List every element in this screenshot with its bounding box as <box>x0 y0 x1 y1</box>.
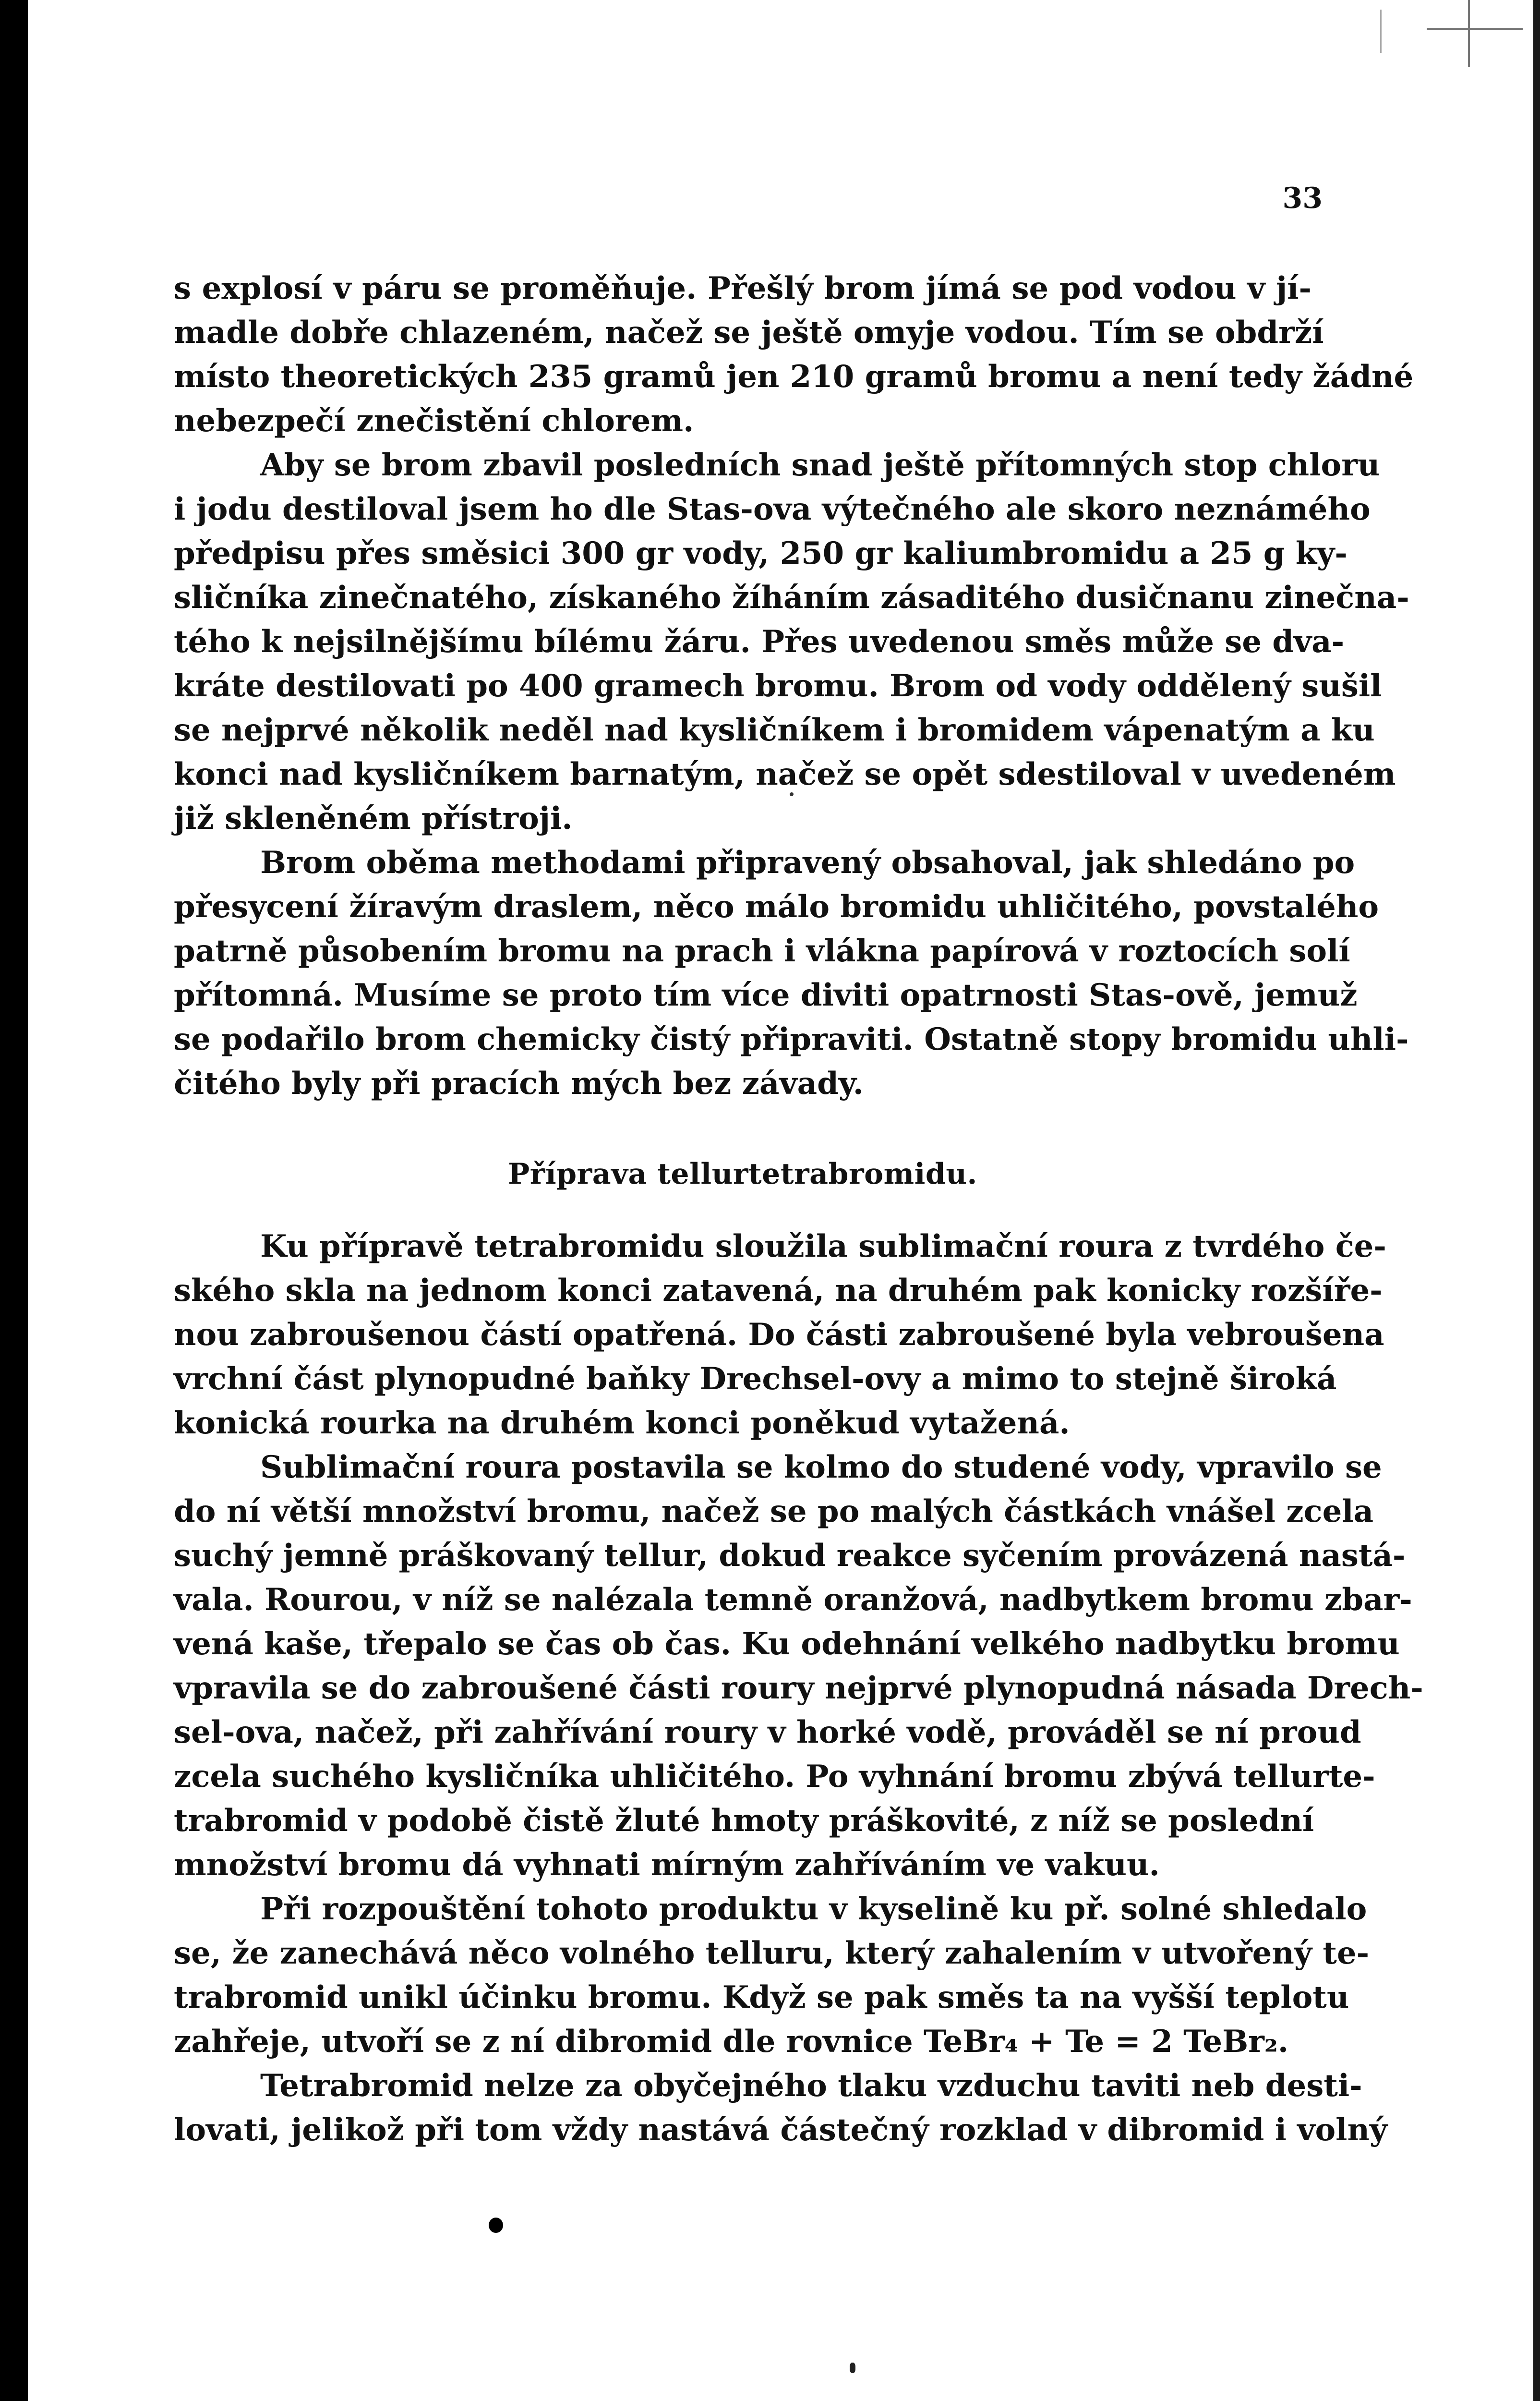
ink-dot <box>489 2218 503 2233</box>
ink-speck-small <box>790 792 794 796</box>
text-line: madle dobře chlazeném, načež se ještě omyje vodou. Tím se obdrží <box>174 315 1324 351</box>
scan-border-left <box>0 0 28 2401</box>
text-line: trabromid v podobě čistě žluté hmoty práškovité, z níž se poslední <box>174 1803 1314 1839</box>
text-line: zcela suchého kysličníka uhličitého. Po vyhnání bromu zbývá tellurte- <box>174 1758 1375 1795</box>
text-line: sličníka zinečnatého, získaného žíháním zásaditého dusičnanu zinečna- <box>174 580 1409 616</box>
text-line: nebezpečí znečistění chlorem. <box>174 403 694 439</box>
text-line: Sublimační roura postavila se kolmo do studené vody, vpravilo se <box>260 1449 1382 1485</box>
text-line: přítomná. Musíme se proto tím více diviti opatrnosti Stas-ově, jemuž <box>174 977 1358 1013</box>
text-line: již skleněném přístroji. <box>174 800 573 837</box>
scan-border-right <box>1533 0 1540 2401</box>
text-line: Brom oběma methodami připravený obsahoval, jak shledáno po <box>260 845 1355 881</box>
text-line: vrchní část plynopudné baňky Drechsel-ovy a mimo to stejně široká <box>174 1361 1337 1397</box>
crop-mark-horizontal <box>1427 28 1523 30</box>
text-block-bottom <box>174 1225 1423 2152</box>
text-line: lovati, jelikož při tom vždy nastává částečný rozklad v dibromid i volný <box>174 2112 1388 2148</box>
text-block-top <box>174 267 1414 1106</box>
text-line: nou zabroušenou částí opatřená. Do části zabroušené byla vebroušena <box>174 1317 1384 1353</box>
text-line: Ku přípravě tetrabromidu sloužila sublimační roura z tvrdého če- <box>260 1228 1386 1264</box>
text-line: předpisu přes směsici 300 gr vody, 250 gr kaliumbromidu a 25 g ky- <box>174 535 1348 571</box>
text-line: Tetrabromid nelze za obyčejného tlaku vzduchu taviti neb desti- <box>260 2068 1362 2104</box>
text-line: Aby se brom zbavil posledních snad ještě přítomných stop chloru <box>260 447 1380 483</box>
text-line: suchý jemně práškovaný tellur, dokud reakce syčením provázená nastá- <box>174 1538 1406 1574</box>
text-line: se, že zanechává něco volného telluru, který zahalením v utvořený te- <box>174 1935 1370 1971</box>
text-line: tého k nejsilnějšímu bílému žáru. Přes uvedenou směs může se dva- <box>174 624 1345 660</box>
text-line: trabromid unikl účinku bromu. Když se pak směs ta na vyšší teplotu <box>174 1979 1349 2015</box>
text-line: přesycení žíravým draslem, něco málo bromidu uhličitého, povstalého <box>174 889 1379 925</box>
text-line: vala. Rourou, v níž se nalézala temně oranžová, nadbytkem bromu zbar- <box>174 1582 1412 1618</box>
ink-speck <box>850 2363 855 2373</box>
text-line: Při rozpouštění tohoto produktu v kyselině ku př. solné shledalo <box>260 1891 1367 1927</box>
text-line: zahřeje, utvoří se z ní dibromid dle rovnice TeBr₄ + Te = 2 TeBr₂. <box>174 2024 1289 2060</box>
text-line: konci nad kysličníkem barnatým, načež se opět sdestiloval v uvedeném <box>174 756 1396 792</box>
text-line: množství bromu dá vyhnati mírným zahříváním ve vakuu. <box>174 1847 1160 1883</box>
crop-mark-faint <box>1380 10 1382 53</box>
text-line: vpravila se do zabroušené části roury nejprvé plynopudná násada Drech- <box>174 1670 1423 1706</box>
text-line: s explosí v páru se proměňuje. Přešlý brom jímá se pod vodou v jí- <box>174 270 1311 306</box>
section-heading: Příprava tellurtetrabromidu. <box>508 1157 977 1191</box>
text-line: patrně působením bromu na prach i vlákna papírová v roztocích solí <box>174 933 1350 969</box>
text-line: se podařilo brom chemicky čistý připraviti. Ostatně stopy bromidu uhli- <box>174 1021 1409 1057</box>
text-line: do ní větší množství bromu, načež se po malých částkách vnášel zcela <box>174 1493 1374 1529</box>
page-number: 33 <box>1282 182 1323 215</box>
text-line: čitého byly při pracích mých bez závady. <box>174 1066 864 1102</box>
text-line: se nejprvé několik neděl nad kysličníkem i bromidem vápenatým a ku <box>174 712 1375 748</box>
text-line: kráte destilovati po 400 gramech bromu. Brom od vody oddělený sušil <box>174 668 1382 704</box>
crop-mark-vertical <box>1468 0 1470 67</box>
text-line: ského skla na jednom konci zatavená, na druhém pak konicky rozšíře- <box>174 1273 1383 1309</box>
text-line: konická rourka na druhém konci poněkud vytažená. <box>174 1405 1070 1441</box>
text-line: i jodu destiloval jsem ho dle Stas-ova výtečného ale skoro neznámého <box>174 491 1371 527</box>
text-line: místo theoretických 235 gramů jen 210 gramů bromu a není tedy žádné <box>174 359 1414 395</box>
text-line: sel-ova, načež, při zahřívání roury v horké vodě, prováděl se ní proud <box>174 1714 1361 1750</box>
text-line: vená kaše, třepalo se čas ob čas. Ku odehnání velkého nadbytku bromu <box>174 1626 1400 1662</box>
